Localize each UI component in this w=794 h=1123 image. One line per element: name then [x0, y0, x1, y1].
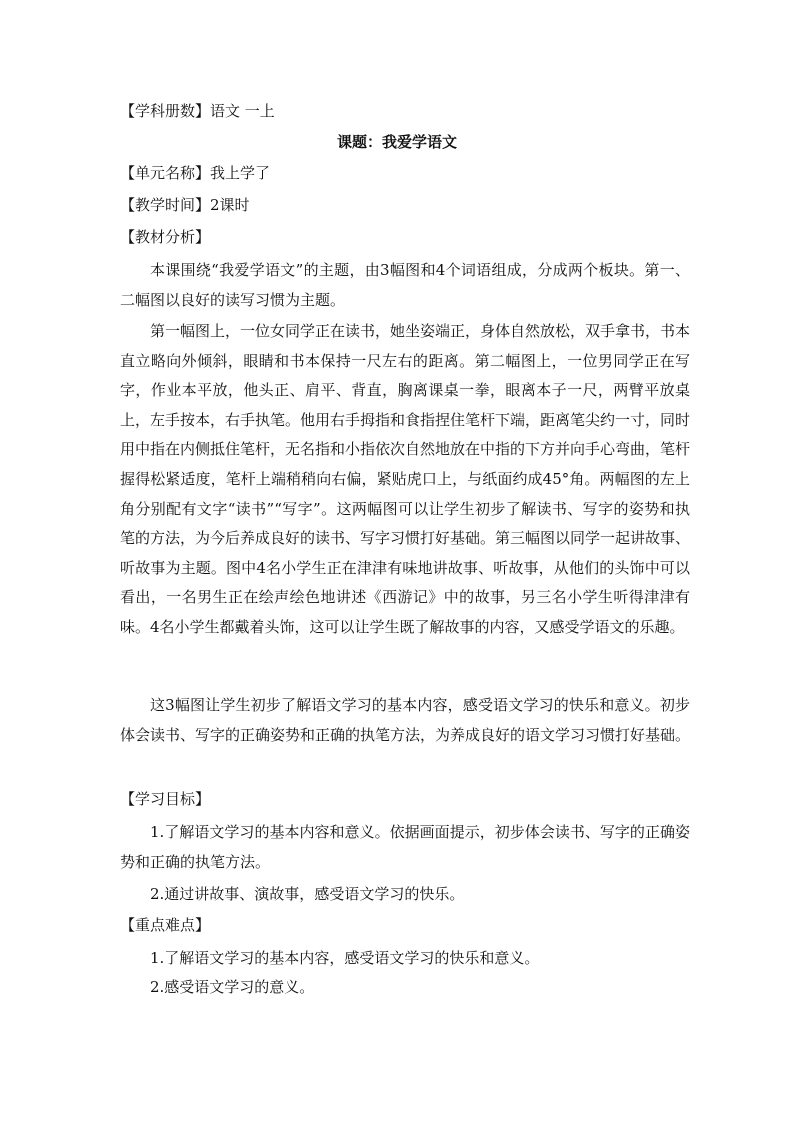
teaching-time-line: 【教学时间】2课时	[120, 196, 250, 214]
analysis-paragraph-2: 第一幅图上，一位女同学正在读书，她坐姿端正，身体自然放松，双手拿书，书本直立略向外倾斜，眼睛和书本保持一尺左右的距离。第二幅图上，一位男同学正在写字，作业本平放，他头正、肩平、背直，胸离课桌一拳，眼离本子一尺，两臂平放桌上，左手按本，右手执笔。他用右手拇指和食指捏住笔杆下端，距离笔尖约一寸，同时用中指在内侧抵住笔杆，无名指和小指依次自然地放在中指的下方并向手心弯曲，笔杆握得松紧适度，笔杆上端稍稍向右偏，紧贴虎口上，与纸面约成45°角。两幅图的左上角分别配有文字“读书”“写字”。这两幅图可以让学生初步了解读书、写字的姿势和执笔的方法，为今后养成良好的读书、写字习惯打好基础。第三幅图以同学一起讲故事、听故事为主题。图中4名小学生正在津津有味地讲故事、听故事，从他们的头饰中可以看出，一名男生正在绘声绘色地讲述《西游记》中的故事，另三名小学生听得津津有味。4名小学生都戴着头饰，这可以让学生既了解故事的内容，又感受学语文的乐趣。	[120, 322, 691, 636]
analysis-heading: 【教材分析】	[120, 228, 211, 246]
analysis-paragraph-3: 这3幅图让学生初步了解语文学习的基本内容，感受语文学习的快乐和意义。初步体会读书、写字的正确姿势和正确的执笔方法，为养成良好的语文学习习惯打好基础。	[120, 696, 691, 744]
keypoint-item-2: 2.感受语文学习的意义。	[150, 978, 315, 996]
subject-line: 【学科册数】语文 一上	[120, 102, 275, 120]
keypoints-heading: 【重点难点】	[120, 916, 211, 934]
keypoint-item-1: 1.了解语文学习的基本内容，感受语文学习的快乐和意义。	[150, 949, 540, 967]
analysis-paragraph-1: 本课围绕“我爱学语文”的主题，由3幅图和4个词语组成，分成两个板块。第一、二幅图以良好的读写习惯为主题。	[120, 261, 690, 309]
objective-item-1: 1.了解语文学习的基本内容和意义。依据画面提示，初步体会读书、写字的正确姿势和正确的执笔方法。	[120, 823, 690, 871]
unit-line: 【单元名称】我上学了	[120, 164, 271, 182]
objectives-heading: 【学习目标】	[120, 790, 211, 808]
objective-item-2: 2.通过讲故事、演故事，感受语文学习的快乐。	[150, 885, 465, 903]
lesson-title: 课题：我爱学语文	[336, 133, 457, 151]
